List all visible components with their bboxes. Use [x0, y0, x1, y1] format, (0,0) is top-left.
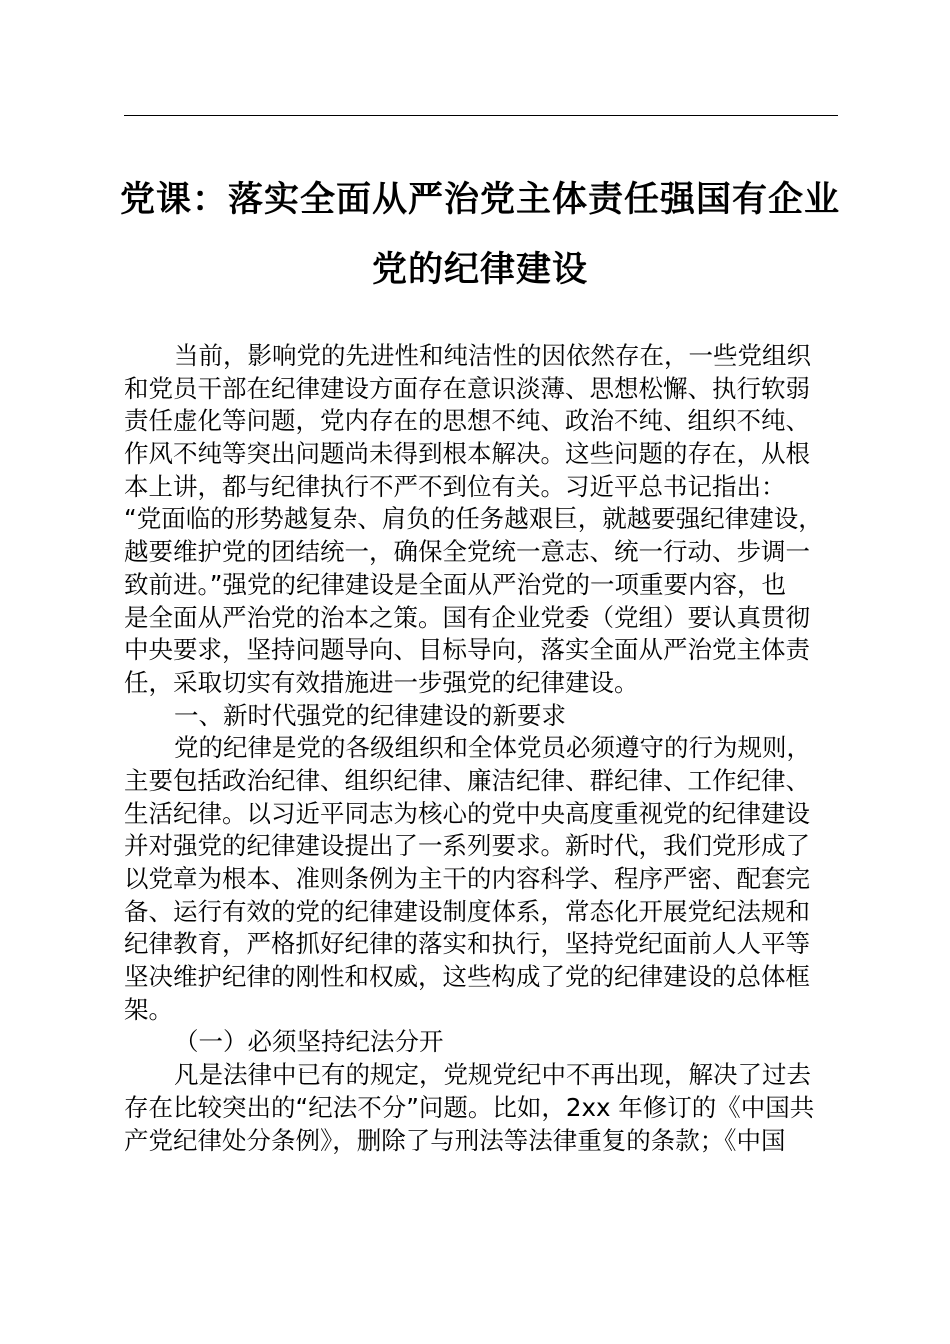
text-line: 凡是法律中已有的规定，党规党纪中不再出现，解决了过去 — [174, 1060, 811, 1090]
document-body — [124, 340, 844, 1157]
text-line: 架。 — [124, 994, 173, 1024]
text-line: 以党章为根本、准则条例为主干的内容科学、程序严密、配套完 — [124, 864, 810, 893]
paragraph-2 — [124, 732, 844, 1026]
text-line: “党面临的形势越复杂、肩负的任务越艰巨，就越要强纪律建设， — [124, 504, 823, 534]
text-line: 责任虚化等问题，党内存在的思想不纯、政治不纯、组织不纯、 — [124, 406, 810, 436]
text-line: 作风不纯等突出问题尚未得到根本解决。这些问题的存在，从根 — [124, 439, 810, 469]
text-line: 备、运行有效的党的纪律建设制度体系，常态化开展党纪法规和 — [124, 896, 810, 926]
paragraph-1 — [124, 340, 844, 700]
text-line: 并对强党的纪律建设提出了一系列要求。新时代，我们党形成了 — [124, 831, 810, 861]
text-line: 任，采取切实有效措施进一步强党的纪律建设。 — [124, 667, 639, 697]
text-line: 致前进。”强党的纪律建设是全面从严治党的一项重要内容，也 — [124, 569, 786, 599]
document-title-line-2: 党的纪律建设 — [371, 250, 588, 290]
text-line: 主要包括政治纪律、组织纪律、廉洁纪律、群纪律、工作纪律、 — [124, 765, 810, 795]
document-title-line-1: 党课：落实全面从严治党主体责任强国有企业 — [119, 180, 840, 220]
text-line: 是全面从严治党的治本之策。国有企业党委（党组）要认真贯彻 — [124, 602, 810, 632]
text-line: 存在比较突出的“纪法不分”问题。比如，2xx 年修订的《中国共 — [124, 1092, 815, 1122]
text-line: 当前，影响党的先进性和纯洁性的因依然存在，一些党组织 — [174, 341, 811, 370]
paragraph-3 — [124, 1059, 844, 1157]
text-line: 纪律教育，严格抓好纪律的落实和执行，坚持党纪面前人人平等 — [124, 929, 810, 959]
text-line: 党的纪律是党的各级组织和全体党员必须遵守的行为规则， — [174, 733, 811, 763]
text-line: 越要维护党的团结统一，确保全党统一意志、统一行动、步调一 — [124, 537, 810, 567]
text-line: 坚决维护纪律的刚性和权威，这些构成了党的纪律建设的总体框 — [124, 962, 810, 992]
header-rule — [124, 115, 838, 116]
text-line: 生活纪律。以习近平同志为核心的党中央高度重视党的纪律建设 — [124, 798, 810, 828]
text-line: 产党纪律处分条例》，删除了与刑法等法律重复的条款；《中国 — [124, 1125, 786, 1155]
subsection-heading-1: （一）必须坚持纪法分开 — [174, 1027, 444, 1057]
text-line: 本上讲，都与纪律执行不严不到位有关。习近平总书记指出： — [124, 471, 786, 501]
section-heading-1: 一、新时代强党的纪律建设的新要求 — [174, 700, 566, 730]
text-line: 中央要求，坚持问题导向、目标导向，落实全面从严治党主体责 — [124, 635, 810, 665]
text-line: 和党员干部在纪律建设方面存在意识淡薄、思想松懈、执行软弱 — [124, 373, 810, 403]
